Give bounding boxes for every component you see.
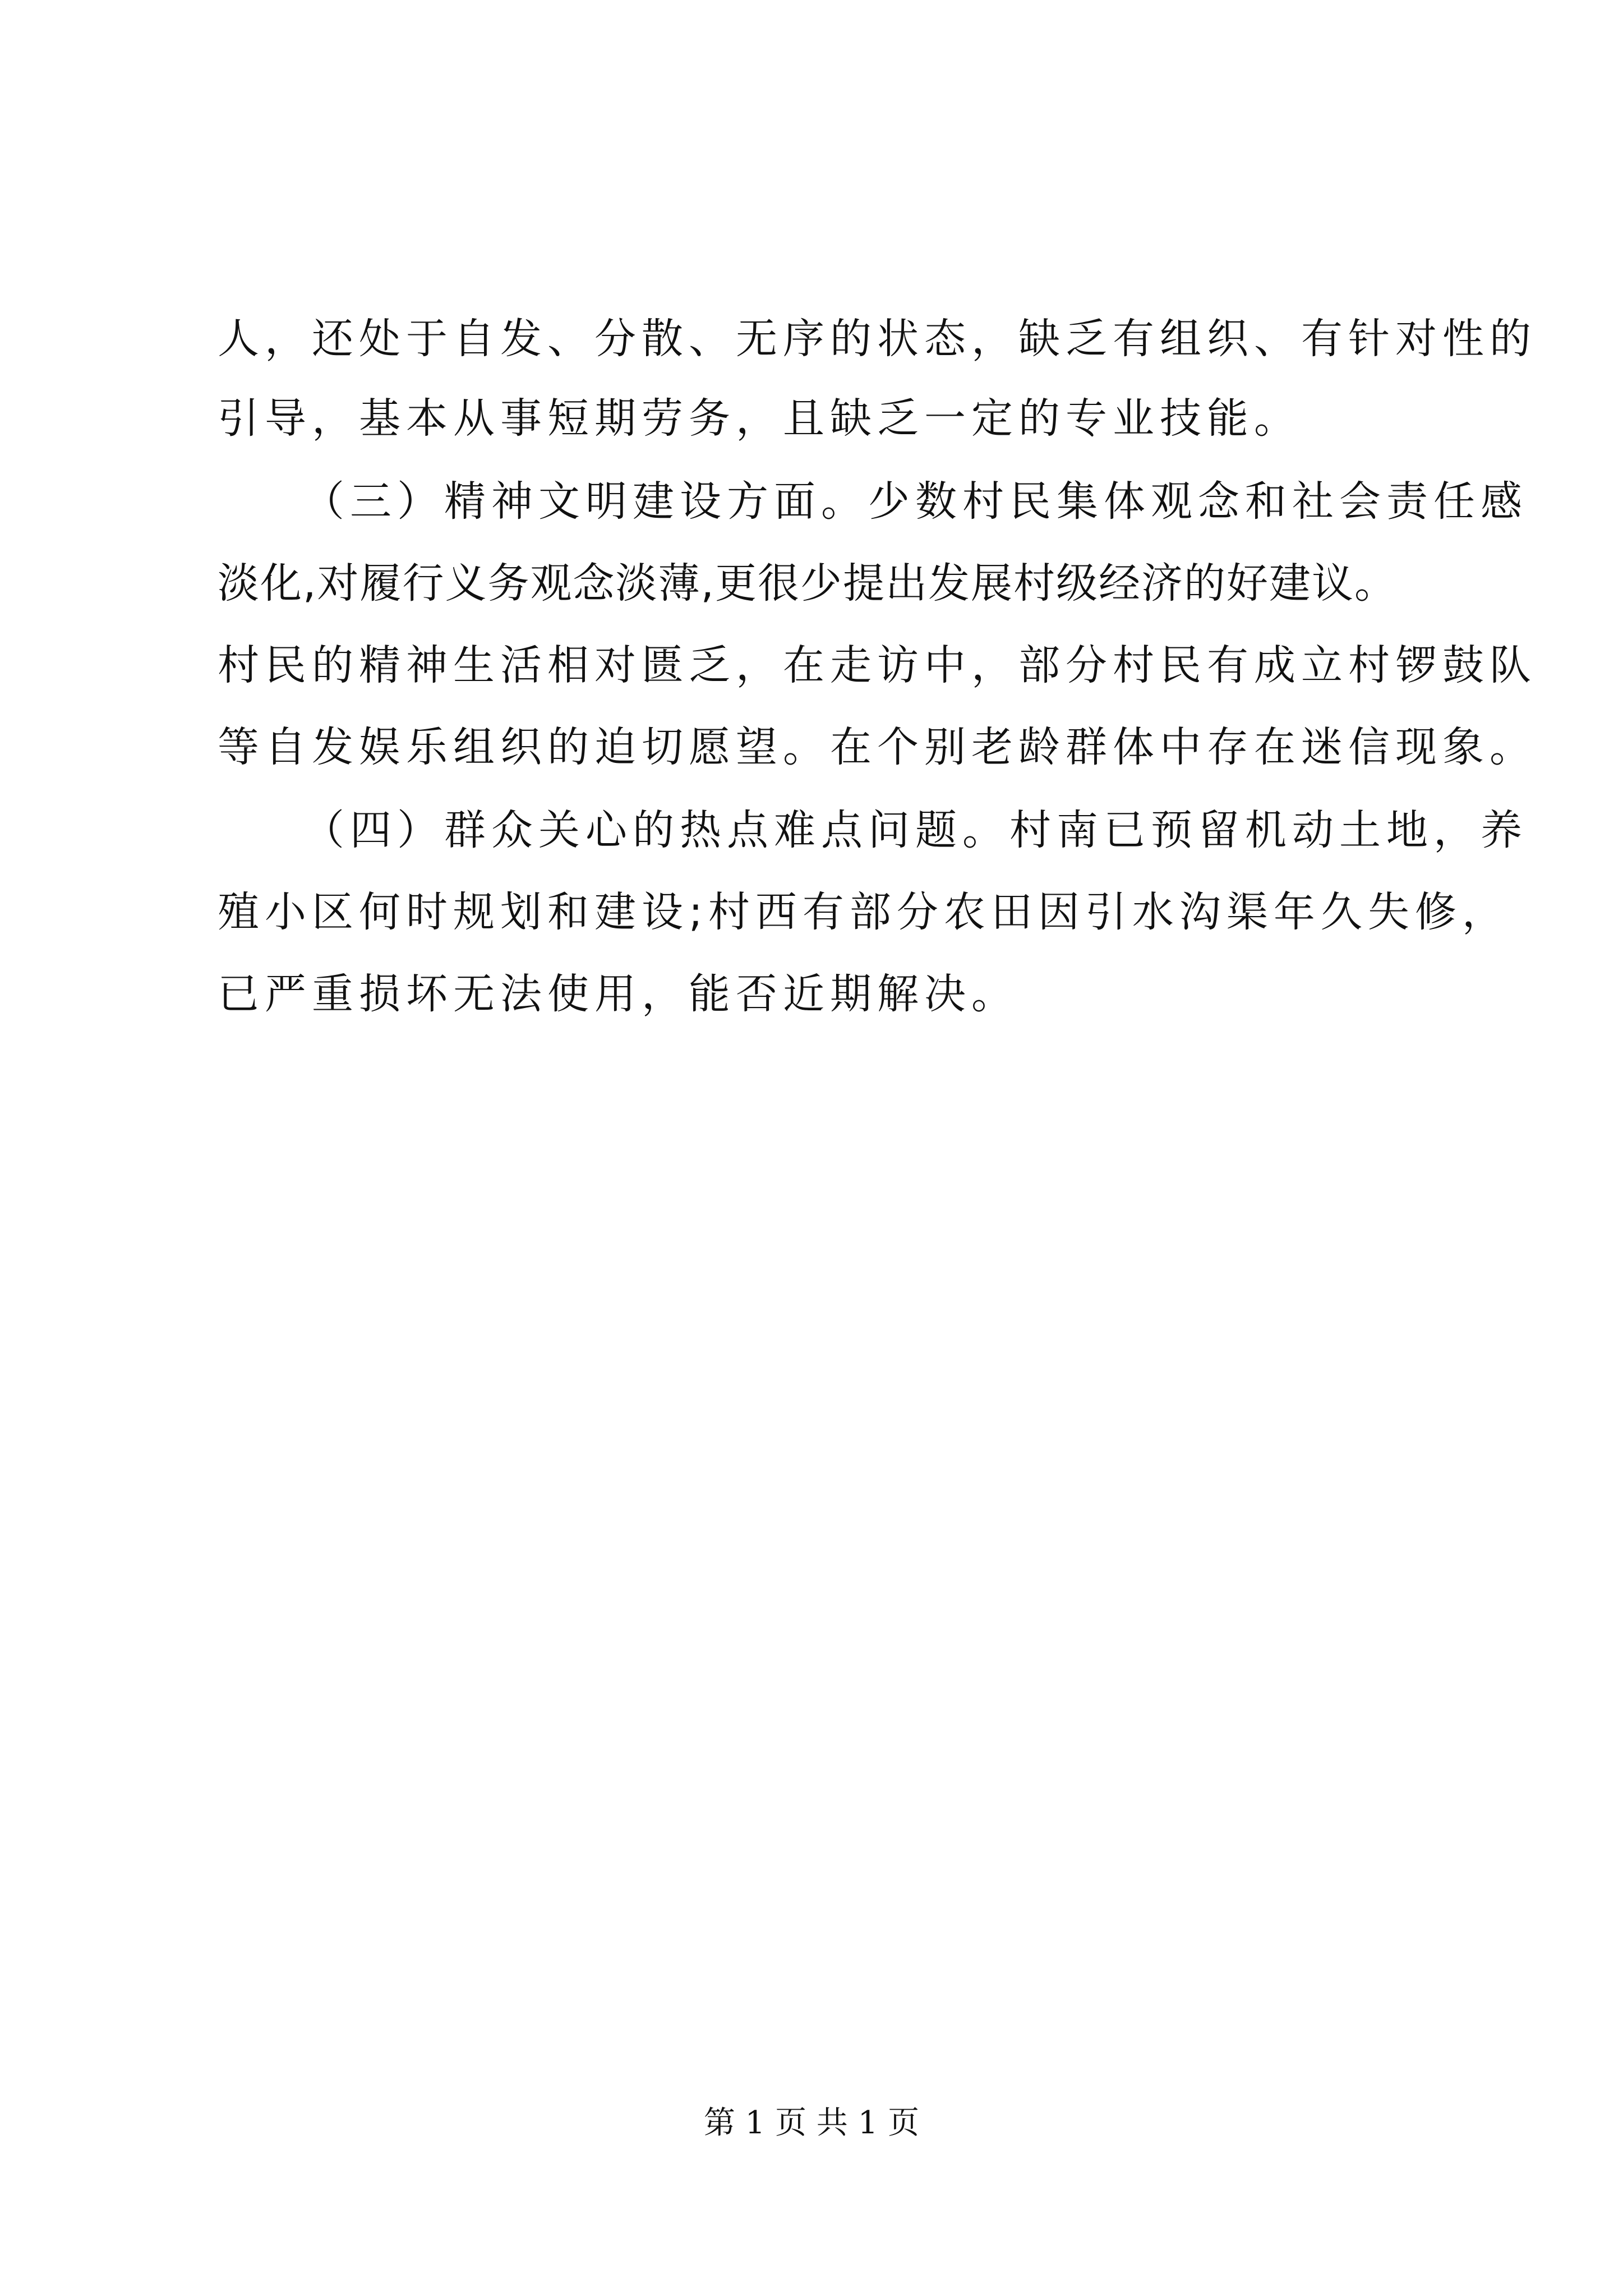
body-line-5: 村民的精神生活相对匮乏，在走访中，部分村民有成立村锣鼓队 [218, 641, 1537, 689]
body-line-4: 淡化,对履行义务观念淡薄,更很少提出发展村级经济的好建议。 [218, 559, 1398, 608]
paragraph-3-line-1: （三）精神文明建设方面。少数村民集体观念和社会责任感 [303, 477, 1528, 526]
body-line-2: 引导，基本从事短期劳务，且缺乏一定的专业技能。 [218, 394, 1301, 443]
body-line-8: 殖小区何时规划和建设;村西有部分农田因引水沟渠年久失修， [218, 888, 1509, 936]
page-footer: 第 1 页 共 1 页 [703, 2105, 920, 2141]
body-line-1: 人，还处于自发、分散、无序的状态，缺乏有组织、有针对性的 [218, 315, 1537, 363]
paragraph-4-line-1: （四）群众关心的热点难点问题。村南已预留机动土地，养 [303, 806, 1528, 854]
body-line-6: 等自发娱乐组织的迫切愿望。在个别老龄群体中存在迷信现象。 [218, 723, 1537, 771]
body-line-9: 已严重损坏无法使用，能否近期解决。 [218, 970, 1018, 1018]
